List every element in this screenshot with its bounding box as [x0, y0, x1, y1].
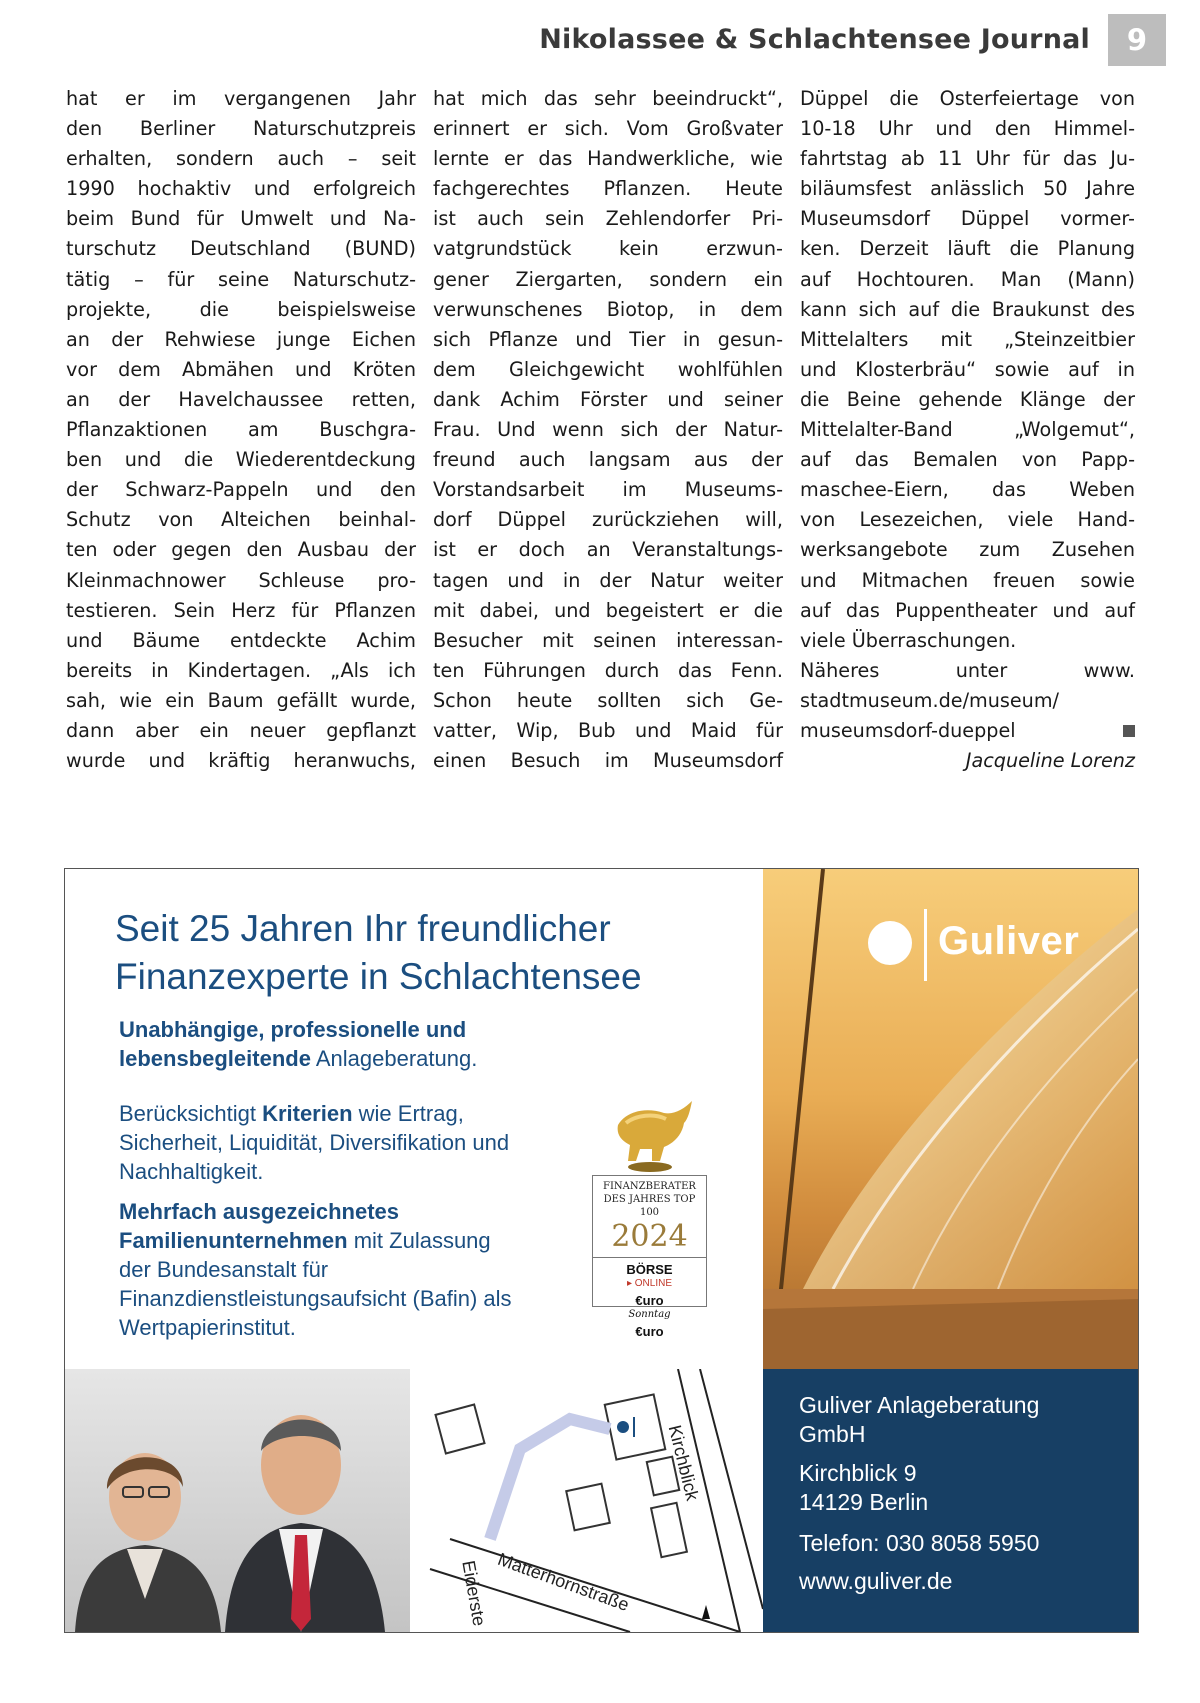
- text-line: wurde und kräftig heranwuchs,: [66, 749, 416, 773]
- text-line: vatgrundstück kein erzwun-: [433, 237, 783, 261]
- text-line: maschee-Eiern, das Weben: [800, 478, 1135, 502]
- ad-text-line: Nachhaltigkeit.: [119, 1159, 264, 1184]
- ad-headline: [115, 905, 642, 1001]
- text-line: an der Havelchaussee retten,: [66, 387, 416, 411]
- award-publisher: BÖRSE: [626, 1262, 673, 1277]
- text-line: stadtmuseum.de/museum/: [800, 688, 1060, 712]
- ad-text-block-awards: [119, 1197, 512, 1342]
- text-line: lernte er das Handwerkliche, wie: [433, 147, 783, 171]
- text-line: erhalten, sondern auch – seit: [66, 147, 416, 171]
- link-text: museumsdorf-dueppel: [800, 718, 1016, 742]
- street-label: Matterhornstraße: [495, 1549, 632, 1616]
- text-line: auf das Bemalen von Papp-: [800, 448, 1135, 472]
- text-line: gener Ziergarten, sondern ein: [433, 267, 783, 291]
- text-line: sah, wie ein Baum gefällt wurde,: [66, 688, 416, 712]
- text-line: ist auch sein Zehlendorfer Pri-: [433, 207, 783, 231]
- text-line: die Beine gehende Klänge der: [800, 387, 1135, 411]
- text-line: testieren. Sein Herz für Pflanzen: [66, 598, 416, 622]
- text-line: tagen und in der Natur weiter: [433, 568, 783, 592]
- street-label: Eiderste: [458, 1559, 490, 1628]
- text-line: bereits in Kindertagen. „Als ich: [66, 658, 416, 682]
- text-line: Pflanzaktionen am Buschgra-: [66, 418, 416, 442]
- company-name: Guliver Anlageberatung: [799, 1392, 1040, 1418]
- journal-title: Nikolassee & Schlachtensee Journal: [539, 24, 1090, 55]
- text-line: und Bäume entdeckte Achim: [66, 628, 416, 652]
- page-header: [0, 14, 1200, 66]
- text-line: einen Besuch im Museumsdorf: [433, 749, 783, 773]
- text-line: fahrtstag ab 11 Uhr für das Ju-: [800, 147, 1135, 171]
- text-line: Schutz von Alteichen beinhal-: [66, 508, 416, 532]
- award-line: DES JAHRES TOP 100: [603, 1194, 696, 1218]
- guliver-logo: [868, 909, 1128, 989]
- text-line: dank Achim Förster und seiner: [433, 387, 783, 411]
- golden-bull-icon: [600, 1095, 700, 1175]
- people-image: [65, 1369, 410, 1632]
- logo-text: Guliver: [938, 919, 1080, 963]
- ad-text-line: Berücksichtigt Kriterien wie Ertrag,: [119, 1101, 464, 1126]
- text-line: Mittelalter-Band „Wolgemut“,: [800, 418, 1135, 442]
- text-line: Museumsdorf Düppel vormer-: [800, 207, 1135, 231]
- text-line: von Lesezeichen, viele Hand-: [800, 508, 1135, 532]
- text-line: auf Hochtouren. Man (Mann): [800, 267, 1135, 291]
- text-line: hat mich das sehr beeindruckt“,: [433, 87, 783, 110]
- text-line: vor dem Abmähen und Kröten: [66, 357, 416, 381]
- article-column-3: [800, 84, 1135, 776]
- team-photo: [65, 1369, 410, 1632]
- text-line: Vorstandsarbeit im Museums-: [433, 478, 783, 502]
- text-line: Näheres unter www.: [800, 658, 1135, 682]
- author-name: Jacqueline Lorenz: [965, 749, 1135, 773]
- text-line: dem Gleichgewicht wohlfühlen: [433, 357, 783, 381]
- text-line: dorf Düppel zurückziehen will,: [433, 508, 783, 532]
- article-column-2: [433, 84, 783, 776]
- text-line: auf das Puppentheater und auf: [800, 598, 1135, 622]
- text-line: vatter, Wip, Bub und Maid für: [433, 718, 783, 742]
- text-line: beim Bund für Umwelt und Na-: [66, 207, 416, 231]
- article-column-1: [66, 84, 416, 776]
- text-line: ken. Derzeit läuft die Planung: [800, 237, 1135, 261]
- text-line: turschutz Deutschland (BUND): [66, 237, 416, 261]
- text-line: ten oder gegen den Ausbau der: [66, 538, 416, 562]
- ad-text-line: Mehrfach ausgezeichnetes: [119, 1199, 399, 1224]
- ad-text-block-advisory: [119, 1015, 477, 1073]
- ad-text-block-criteria: [119, 1099, 509, 1186]
- company-name: GmbH: [799, 1421, 866, 1447]
- text-line: und Klosterbräu“ sowie auf in: [800, 357, 1135, 381]
- ad-headline-line: Finanzexperte in Schlachtensee: [115, 956, 642, 997]
- text-line: und Mitmachen freuen sowie: [800, 568, 1135, 592]
- street-label: Kirchblick: [664, 1423, 703, 1503]
- text-line: den Berliner Naturschutzpreis: [66, 117, 416, 141]
- text-line: Kleinmachnower Schleuse pro-: [66, 568, 416, 592]
- text-line: 10-18 Uhr und den Himmel-: [800, 117, 1135, 141]
- award-publisher-sub: Sonntag: [628, 1309, 671, 1320]
- text-line: sich Pflanze und Tier in gesun-: [433, 327, 783, 351]
- text-line: der Schwarz-Pappeln und den: [66, 478, 416, 502]
- award-publisher: €uro: [635, 1293, 664, 1308]
- award-year: 2024: [611, 1219, 688, 1254]
- text-line: Besucher mit seinen interessan-: [433, 628, 783, 652]
- award-line: FINANZBERATER: [603, 1181, 696, 1192]
- ad-text-line: Wertpapierinstitut.: [119, 1315, 296, 1340]
- text-line: biläumsfest anlässlich 50 Jahre: [800, 177, 1135, 201]
- website-link[interactable]: www.guliver.de: [799, 1568, 953, 1594]
- phone-number: Telefon: 030 8058 5950: [799, 1530, 1040, 1556]
- end-mark-icon: [1117, 716, 1135, 746]
- award-publisher-sub: ▸ ONLINE: [626, 1278, 673, 1289]
- text-line: hat er im vergangenen Jahr: [66, 87, 416, 110]
- ad-text-line: lebensbegleitende Anlageberatung.: [119, 1046, 478, 1071]
- text-line: kann sich auf die Braukunst des: [800, 297, 1135, 321]
- text-line: Mittelalters mit „Steinzeitbier: [800, 327, 1135, 351]
- text-line: projekte, die beispielsweise: [66, 297, 416, 321]
- text-line: tätig – für seine Naturschutz-: [66, 267, 416, 291]
- text-line: fachgerechtes Pflanzen. Heute: [433, 177, 783, 201]
- text-line: an der Rehwiese junge Eichen: [66, 327, 416, 351]
- page-number: 9: [1108, 14, 1166, 66]
- text-line: ten Führungen durch das Fenn.: [433, 658, 783, 682]
- text-line: erinnert er sich. Vom Großvater: [433, 117, 783, 141]
- location-map: [410, 1369, 763, 1632]
- text-line: viele Überraschungen.: [800, 628, 1017, 652]
- address-city: 14129 Berlin: [799, 1489, 929, 1515]
- sailboat-photo: [763, 869, 1138, 1369]
- ad-text-line: Sicherheit, Liquidität, Diversifikation und: [119, 1130, 510, 1155]
- award-publisher: €uro: [635, 1324, 664, 1339]
- text-line: werksangebote zum Zusehen: [800, 538, 1135, 562]
- text-line: Schon heute sollten sich Ge-: [433, 688, 783, 712]
- text-line: verwunschenes Biotop, in dem: [433, 297, 783, 321]
- text-line: ben und die Wiederentdeckung: [66, 448, 416, 472]
- ad-headline-line: Seit 25 Jahren Ihr freundlicher: [115, 908, 611, 949]
- logo-circle-icon: [868, 921, 912, 965]
- text-line: Frau. Und wenn sich der Natur-: [433, 418, 783, 442]
- text-line: dann aber ein neuer gepflanzt: [66, 718, 416, 742]
- text-line: [800, 716, 1135, 746]
- text-line: freund auch langsam aus der: [433, 448, 783, 472]
- award-box: [592, 1175, 707, 1339]
- text-line: Düppel die Osterfeiertage von: [800, 87, 1135, 110]
- ad-text-line: Unabhängige, professionelle und: [119, 1017, 467, 1042]
- ad-text-line: der Bundesanstalt für: [119, 1257, 329, 1282]
- text-line: 1990 hochaktiv und erfolgreich: [66, 177, 416, 201]
- text-line: ist er doch an Veranstaltungs-: [433, 538, 783, 562]
- contact-box: [763, 1369, 1138, 1632]
- ad-text-line: Familienunternehmen mit Zulassung: [119, 1228, 491, 1253]
- text-line: mit dabei, und begeistert er die: [433, 598, 783, 622]
- ad-text-line: Finanzdienstleistungsaufsicht (Bafin) als: [119, 1286, 512, 1311]
- address-street: Kirchblick 9: [799, 1460, 917, 1486]
- award-badge: [592, 1095, 705, 1339]
- guliver-advertisement: [64, 868, 1139, 1633]
